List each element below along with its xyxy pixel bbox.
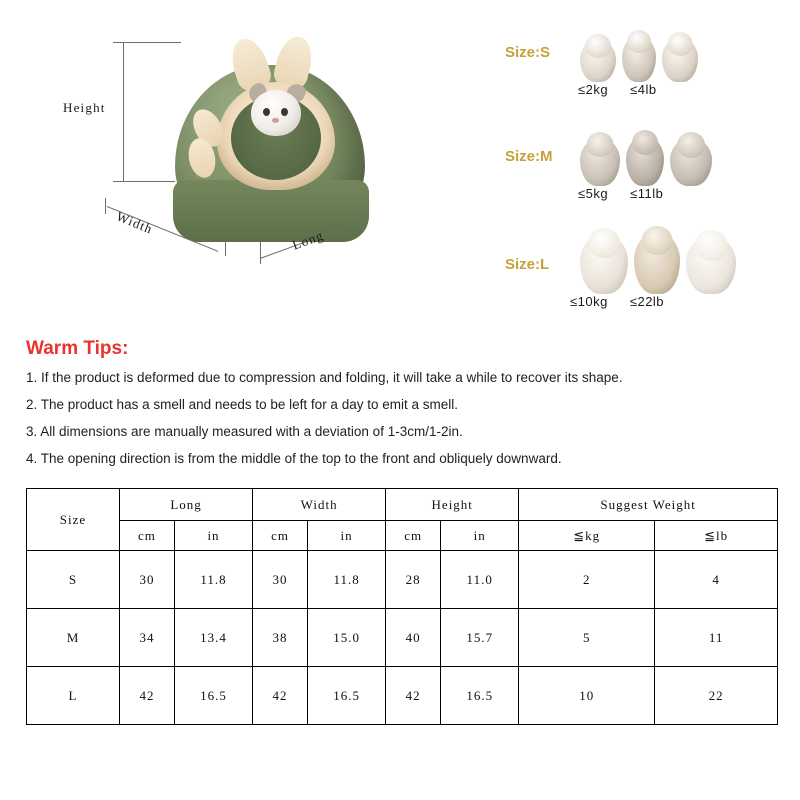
cell-weight-lb: 22 — [655, 667, 778, 725]
cell-long-cm: 34 — [120, 609, 175, 667]
size-label-m: Size:M — [505, 148, 553, 165]
cell-long-cm: 30 — [120, 551, 175, 609]
header-width: Width — [253, 489, 386, 521]
size-weight-guide — [470, 8, 790, 328]
cat-photo — [580, 234, 628, 294]
size-label-s: Size:S — [505, 44, 551, 61]
cell-weight-kg: 2 — [519, 551, 655, 609]
tip-item: 4. The opening direction is from the middle of the top to the front and obliquely downward. — [26, 450, 562, 466]
height-label: Height — [63, 100, 106, 115]
weights-l — [570, 294, 664, 309]
table-head — [27, 489, 778, 551]
cat-photo — [622, 36, 656, 82]
specification-table — [26, 488, 778, 725]
width-tick-left — [105, 198, 106, 214]
kitten-eye-right — [281, 108, 288, 116]
unit-height-in: in — [441, 521, 519, 551]
unit-weight-lb: ≦lb — [655, 521, 778, 551]
cell-weight-lb: 4 — [655, 551, 778, 609]
cell-height-cm: 28 — [386, 551, 441, 609]
height-extension-top — [123, 42, 181, 43]
height-guide-line — [123, 42, 124, 182]
cell-long-in: 11.8 — [174, 551, 252, 609]
kitten-nose — [272, 118, 279, 123]
table-group-header-row — [27, 489, 778, 521]
weights-m — [578, 186, 663, 201]
long-label: Long — [290, 227, 326, 253]
cat-photo — [580, 138, 620, 186]
cat-group-m — [580, 114, 712, 186]
cell-long-in: 16.5 — [174, 667, 252, 725]
weights-s — [578, 82, 657, 97]
table-body — [27, 551, 778, 725]
cell-width-in: 16.5 — [308, 667, 386, 725]
cell-width-in: 15.0 — [308, 609, 386, 667]
width-label: Width — [114, 208, 156, 237]
long-tick-right — [363, 208, 364, 230]
cell-long-in: 13.4 — [174, 609, 252, 667]
weight-kg-m: ≤5kg — [578, 186, 609, 201]
unit-height-cm: cm — [386, 521, 441, 551]
weight-lb-l: ≤22lb — [629, 294, 665, 309]
warm-tips-title: Warm Tips: — [26, 338, 129, 359]
header-height: Height — [386, 489, 519, 521]
header-size: Size — [27, 489, 120, 551]
cell-size: S — [27, 551, 120, 609]
kitten-in-bed — [243, 82, 309, 144]
product-photo — [165, 30, 380, 245]
cell-weight-kg: 10 — [519, 667, 655, 725]
warm-tips-section — [26, 338, 776, 478]
tip-item: 3. All dimensions are manually measured with a deviation of 1-3cm/1-2in. — [26, 423, 463, 439]
tip-item: 2. The product has a smell and needs to be left for a day to emit a smell. — [26, 396, 458, 412]
cat-head — [627, 30, 651, 53]
cell-size: M — [27, 609, 120, 667]
cell-width-cm: 42 — [253, 667, 308, 725]
cell-width-cm: 30 — [253, 551, 308, 609]
table-row — [27, 551, 778, 609]
cat-head — [668, 32, 693, 56]
cell-height-cm: 42 — [386, 667, 441, 725]
unit-width-cm: cm — [253, 521, 308, 551]
top-section — [0, 0, 800, 330]
cell-height-in: 15.7 — [441, 609, 519, 667]
cat-head — [585, 34, 611, 58]
weight-kg-s: ≤2kg — [578, 82, 609, 97]
cat-head — [695, 230, 728, 261]
table-unit-header-row — [27, 521, 778, 551]
unit-long-cm: cm — [120, 521, 175, 551]
product-dimension-diagram — [55, 10, 455, 310]
size-label-l: Size:L — [505, 256, 550, 273]
table-row — [27, 609, 778, 667]
cell-height-cm: 40 — [386, 609, 441, 667]
cell-width-cm: 38 — [253, 609, 308, 667]
cat-group-l — [580, 222, 736, 294]
cell-height-in: 11.0 — [441, 551, 519, 609]
header-long: Long — [120, 489, 253, 521]
cat-photo — [634, 232, 680, 294]
long-tick-left — [260, 242, 261, 264]
cell-weight-kg: 5 — [519, 609, 655, 667]
tip-item: 1. If the product is deformed due to compression and folding, it will take a while to recover its shape. — [26, 370, 623, 385]
weight-lb-s: ≤4lb — [630, 82, 657, 97]
header-suggest-weight: Suggest Weight — [519, 489, 778, 521]
height-extension-bottom — [123, 181, 175, 182]
cell-long-cm: 42 — [120, 667, 175, 725]
weight-lb-m: ≤11lb — [630, 186, 664, 201]
cat-photo — [580, 40, 616, 82]
cat-head — [642, 226, 673, 255]
cat-head — [588, 228, 620, 258]
kitten-eye-left — [263, 108, 270, 116]
cell-height-in: 16.5 — [441, 667, 519, 725]
cat-photo — [670, 138, 712, 186]
kitten-head — [251, 90, 301, 136]
size-row-s — [470, 8, 790, 108]
size-row-l — [470, 220, 790, 320]
cell-width-in: 11.8 — [308, 551, 386, 609]
unit-weight-kg: ≦kg — [519, 521, 655, 551]
cell-size: L — [27, 667, 120, 725]
cell-weight-lb: 11 — [655, 609, 778, 667]
cat-photo — [686, 236, 736, 294]
unit-long-in: in — [174, 521, 252, 551]
cat-photo — [626, 136, 664, 186]
table-row — [27, 667, 778, 725]
width-tick-right — [225, 240, 226, 256]
cat-head — [632, 130, 658, 155]
unit-width-in: in — [308, 521, 386, 551]
cat-group-s — [580, 10, 698, 82]
cat-head — [587, 132, 614, 157]
weight-kg-l: ≤10kg — [570, 294, 608, 309]
cat-head — [677, 132, 705, 158]
size-row-m — [470, 112, 790, 212]
cat-photo — [662, 38, 698, 82]
